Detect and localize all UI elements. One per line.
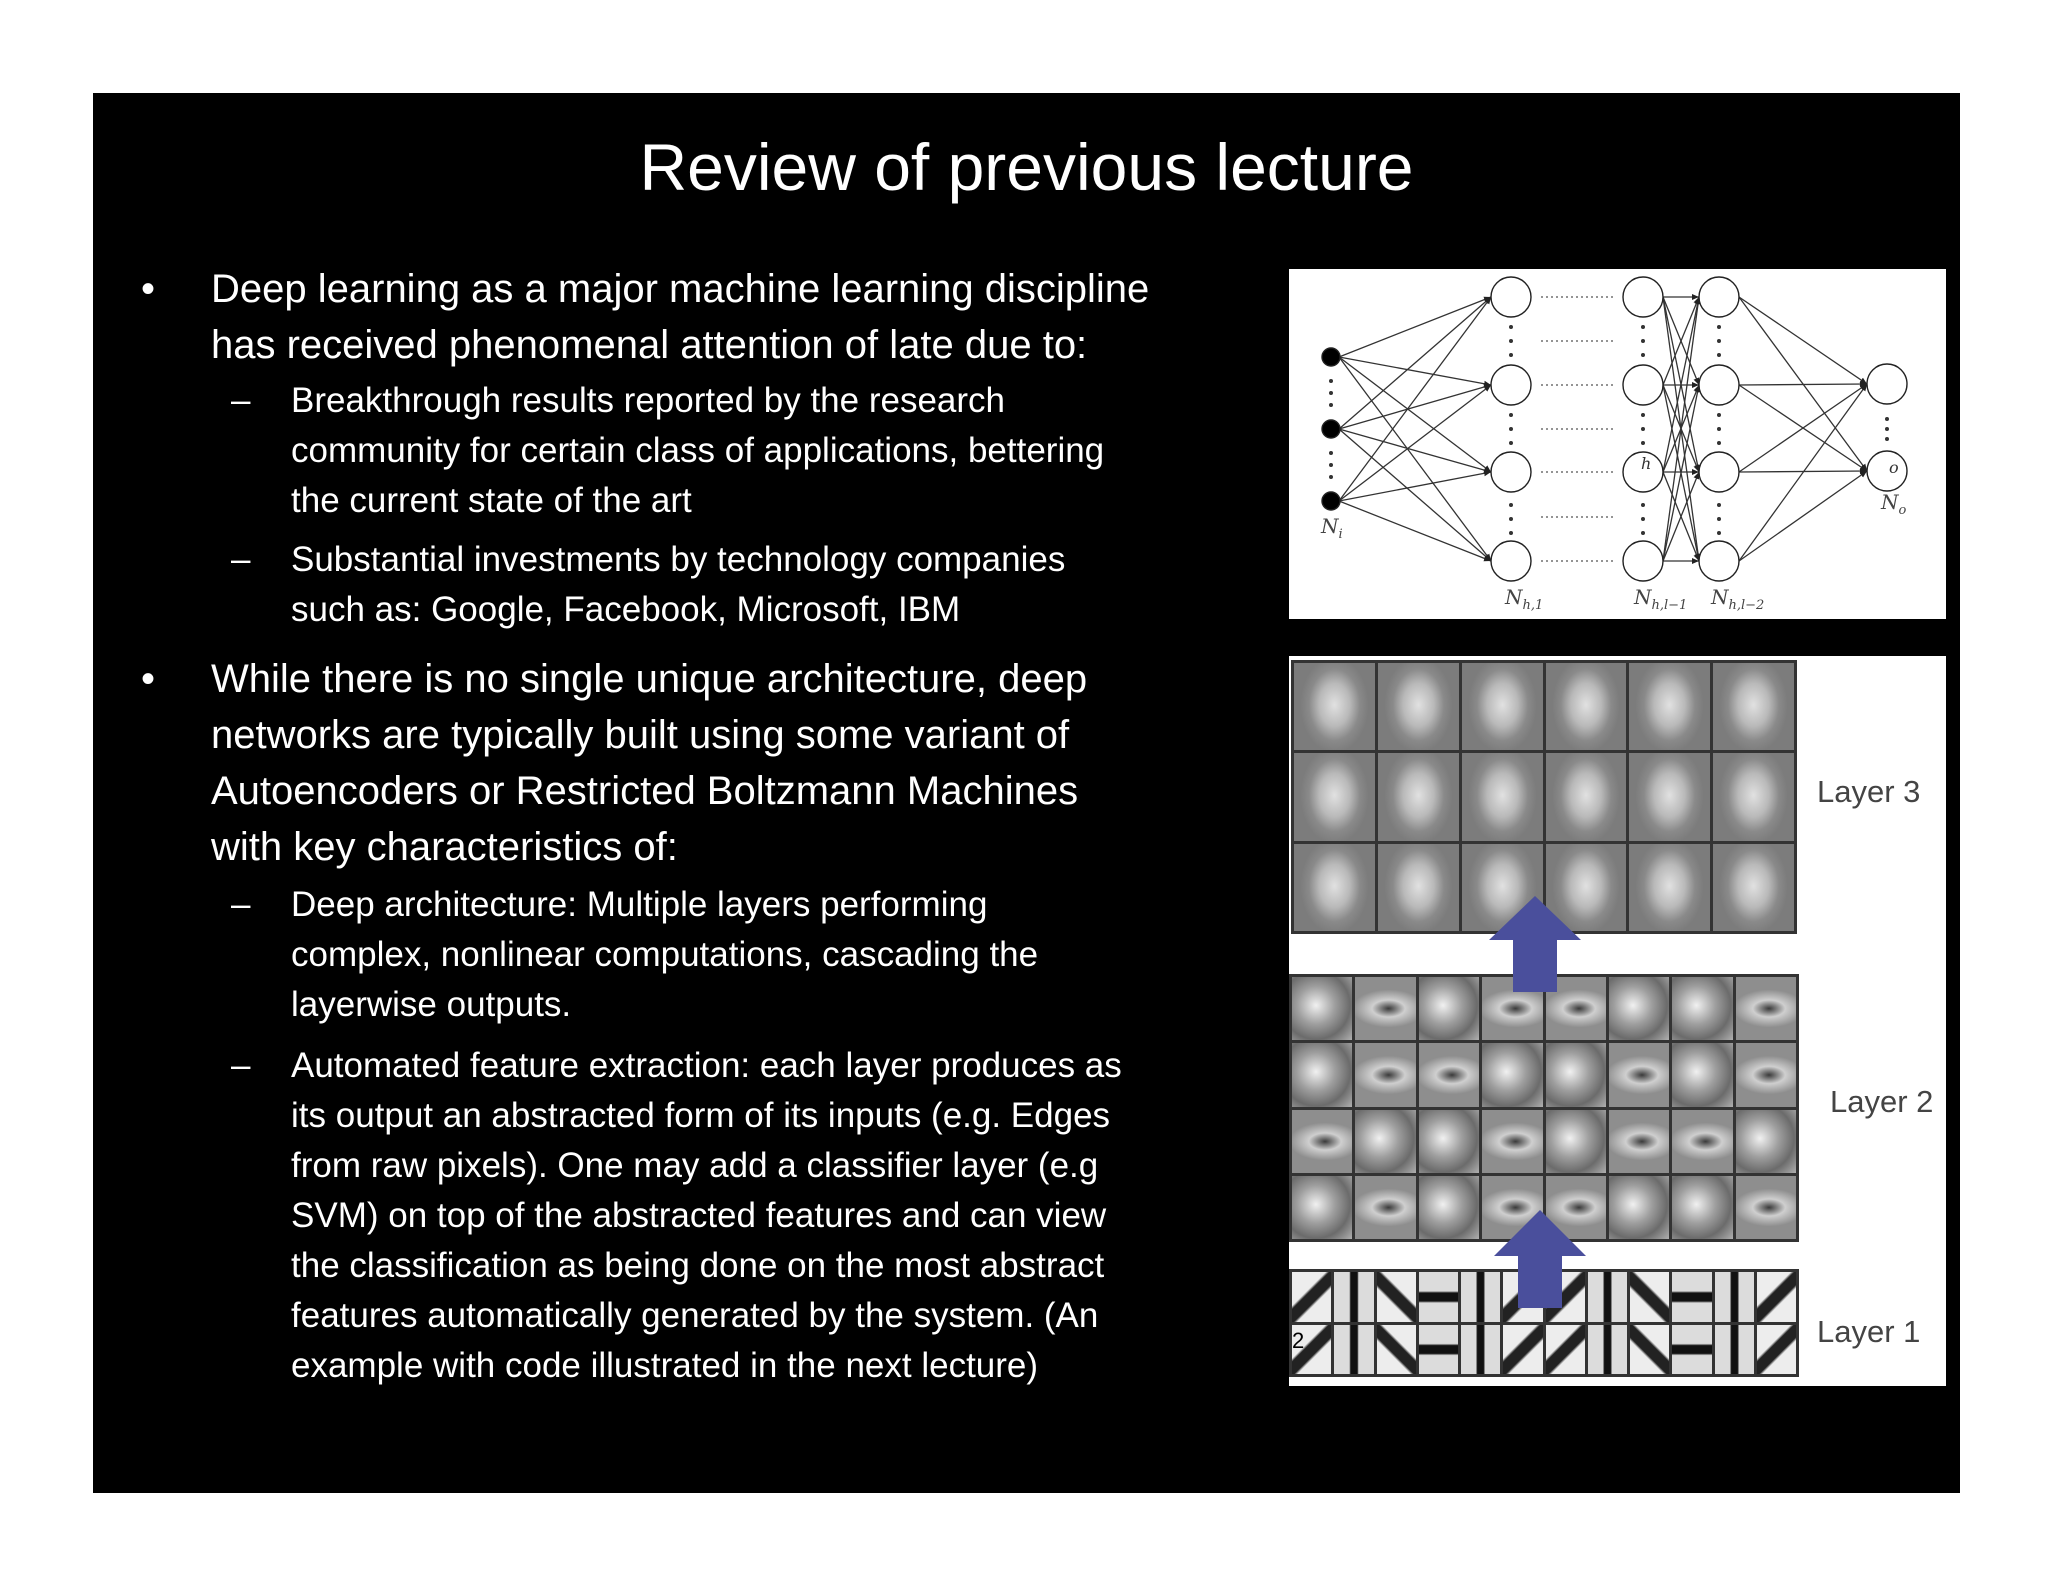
ellipsis-dot [1329, 463, 1333, 467]
subbullet-1-1-text [291, 376, 1251, 526]
hidden-node [1699, 452, 1739, 492]
ellipsis-dot [1717, 517, 1721, 521]
edge-feature-cell [1419, 1272, 1458, 1322]
hidden-node [1491, 277, 1531, 317]
ellipsis-dot [1509, 503, 1513, 507]
ellipsis-dot [1641, 531, 1645, 535]
edge-line [1339, 472, 1491, 501]
edge-feature-cell [1334, 1325, 1373, 1375]
input-node [1322, 348, 1340, 366]
face-feature-cell [1462, 663, 1543, 750]
edge-feature-cell [1630, 1272, 1669, 1322]
ellipsis-dot [1717, 503, 1721, 507]
up-arrow-icon [1487, 896, 1583, 992]
ellipsis-dot [1509, 325, 1513, 329]
part-feature-cell [1355, 977, 1415, 1040]
ellipsis-dot [1885, 417, 1889, 421]
edge-feature-cell [1715, 1325, 1754, 1375]
part-feature-cell [1546, 1043, 1606, 1106]
part-feature-cell [1482, 1043, 1542, 1106]
neural-network-diagram [1289, 269, 1946, 619]
edge-feature-cell [1672, 1325, 1711, 1375]
edge-feature-cell [1334, 1272, 1373, 1322]
output-node [1867, 451, 1907, 491]
part-feature-cell [1419, 1176, 1479, 1239]
bullet-marker: • [141, 657, 156, 701]
edge-line [1339, 297, 1491, 429]
face-feature-cell [1629, 663, 1710, 750]
edge-feature-cell [1377, 1325, 1416, 1375]
ellipsis-dot [1329, 475, 1333, 479]
ellipsis-dot [1717, 441, 1721, 445]
text-line: community for certain class of applications, bettering [291, 431, 1105, 470]
ellipsis-dot [1885, 437, 1889, 441]
edge-feature-cell [1672, 1272, 1711, 1322]
ellipsis-dot [1717, 427, 1721, 431]
face-feature-cell [1462, 753, 1543, 840]
input-node [1322, 420, 1340, 438]
subbullet-2-1-text [291, 880, 1251, 1030]
ellipsis-dot [1509, 353, 1513, 357]
part-feature-cell [1292, 977, 1352, 1040]
bullet-1-text [211, 261, 1251, 373]
text-line: Autoencoders or Restricted Boltzmann Machines [211, 769, 1079, 813]
text-line: layerwise outputs. [291, 985, 572, 1024]
ellipsis-dot [1509, 531, 1513, 535]
layer-3-face-grid [1291, 660, 1797, 934]
hidden-node [1491, 541, 1531, 581]
text-line: with key characteristics of: [211, 825, 678, 869]
edge-line [1739, 384, 1867, 385]
part-feature-cell [1292, 1176, 1352, 1239]
subbullet-marker: – [231, 381, 251, 420]
face-feature-cell [1629, 844, 1710, 931]
part-feature-cell [1292, 1043, 1352, 1106]
face-feature-cell [1546, 753, 1627, 840]
edge-line [1739, 471, 1867, 561]
hidden-layer-l-minus-1-label: $N_{h,l-1}$ [1634, 585, 1688, 613]
network-svg [1289, 269, 1946, 619]
edge-line [1339, 385, 1491, 501]
layer-2-part-grid [1289, 974, 1799, 1242]
text-line: example with code illustrated in the next lecture) [291, 1346, 1039, 1385]
hidden-node [1623, 365, 1663, 405]
edge-feature-cell [1377, 1272, 1416, 1322]
ellipsis-dot [1509, 517, 1513, 521]
page-number: 2 [1292, 1328, 1305, 1353]
subbullet-marker: – [231, 1046, 251, 1085]
feature-hierarchy-figure [1289, 656, 1946, 1386]
part-feature-cell [1419, 1043, 1479, 1106]
part-feature-cell [1419, 977, 1479, 1040]
edge-line [1339, 385, 1491, 429]
output-node-label: o [1889, 458, 1899, 477]
face-feature-cell [1546, 663, 1627, 750]
text-line: networks are typically built using some variant of [211, 713, 1070, 757]
face-feature-cell [1294, 753, 1375, 840]
hidden-node-label: h [1641, 454, 1652, 473]
face-feature-cell [1378, 753, 1459, 840]
ellipsis-dot [1329, 379, 1333, 383]
text-line: Deep architecture: Multiple layers performing [291, 885, 988, 924]
text-line: Breakthrough results reported by the research [291, 381, 1005, 420]
ellipsis-dot [1641, 339, 1645, 343]
text-line: While there is no single unique architecture, deep [211, 657, 1088, 701]
network-nodes [1322, 277, 1907, 581]
edge-feature-cell [1588, 1272, 1627, 1322]
ellipsis-dot [1641, 517, 1645, 521]
text-line: Automated feature extraction: each layer produces as [291, 1046, 1122, 1085]
ellipsis-dot [1509, 413, 1513, 417]
edge-feature-cell [1757, 1325, 1796, 1375]
part-feature-cell [1355, 1176, 1415, 1239]
layer-3-label: Layer 3 [1817, 774, 1921, 809]
hidden-node [1623, 541, 1663, 581]
subbullet-marker: – [231, 540, 251, 579]
hidden-layer-l-minus-2-label: $N_{h,l-2}$ [1711, 585, 1765, 613]
bullet-2-text [211, 651, 1251, 875]
ellipsis-dot [1641, 427, 1645, 431]
ellipsis-dot [1509, 339, 1513, 343]
part-feature-cell [1292, 1110, 1352, 1173]
ellipsis-dot [1885, 427, 1889, 431]
edge-line [1339, 429, 1491, 561]
text-line: Deep learning as a major machine learning discipline [211, 267, 1150, 311]
edge-feature-cell [1546, 1325, 1585, 1375]
ellipsis-dot [1329, 391, 1333, 395]
edge-line [1739, 297, 1867, 384]
part-feature-cell [1736, 977, 1796, 1040]
output-node [1867, 364, 1907, 404]
ellipsis-dot [1329, 451, 1333, 455]
edge-feature-cell [1292, 1272, 1331, 1322]
part-feature-cell [1736, 1043, 1796, 1106]
edge-feature-cell [1757, 1272, 1796, 1322]
ellipsis-dot [1509, 427, 1513, 431]
part-feature-cell [1672, 1043, 1732, 1106]
face-feature-cell [1378, 844, 1459, 931]
slide [93, 93, 1960, 1493]
face-feature-cell [1713, 663, 1794, 750]
ellipsis-dot [1509, 441, 1513, 445]
layer-1-label: Layer 1 [1817, 1314, 1921, 1349]
ellipsis-dot [1641, 441, 1645, 445]
bullet-marker: • [141, 267, 156, 311]
layer-2-label: Layer 2 [1830, 1084, 1934, 1119]
part-feature-cell [1609, 1110, 1669, 1173]
text-line: the current state of the art [291, 481, 692, 520]
part-feature-cell [1609, 1043, 1669, 1106]
edge-line [1339, 357, 1491, 385]
input-layer-label: $N_i$ [1321, 514, 1343, 542]
layer-gap-links [1541, 297, 1613, 561]
hidden-node [1699, 541, 1739, 581]
text-line: SVM) on top of the abstracted features and can view [291, 1196, 1107, 1235]
text-line: such as: Google, Facebook, Microsoft, IBM [291, 590, 961, 629]
part-feature-cell [1419, 1110, 1479, 1173]
part-feature-cell [1609, 977, 1669, 1040]
face-feature-cell [1294, 844, 1375, 931]
part-feature-cell [1482, 1110, 1542, 1173]
ellipsis-dot [1717, 413, 1721, 417]
part-feature-cell [1672, 1176, 1732, 1239]
ellipsis-dot [1717, 531, 1721, 535]
edge-feature-cell [1715, 1272, 1754, 1322]
edge-feature-cell [1419, 1325, 1458, 1375]
subbullet-marker: – [231, 885, 251, 924]
hidden-node [1699, 277, 1739, 317]
slide-title: Review of previous lecture [639, 130, 1414, 204]
ellipsis-dot [1717, 339, 1721, 343]
subbullet-1-2-text [291, 535, 1251, 635]
hidden-node [1699, 365, 1739, 405]
part-feature-cell [1736, 1110, 1796, 1173]
edge-feature-cell [1588, 1325, 1627, 1375]
output-layer-label: $N_o$ [1881, 490, 1907, 518]
input-node [1322, 492, 1340, 510]
face-feature-cell [1378, 663, 1459, 750]
part-feature-cell [1672, 977, 1732, 1040]
part-feature-cell [1672, 1110, 1732, 1173]
hidden-layer-1-label: $N_{h,1}$ [1505, 585, 1544, 613]
edge-line [1339, 357, 1491, 472]
hidden-node [1491, 365, 1531, 405]
ellipsis-dot [1717, 353, 1721, 357]
text-line: from raw pixels). One may add a classifier layer (e.g [291, 1146, 1099, 1185]
text-line: complex, nonlinear computations, cascading the [291, 935, 1039, 974]
ellipsis-dot [1717, 325, 1721, 329]
hidden-node [1491, 452, 1531, 492]
hidden-node [1623, 277, 1663, 317]
part-feature-cell [1736, 1176, 1796, 1239]
edge-feature-cell [1503, 1325, 1542, 1375]
up-arrow-icon [1492, 1210, 1588, 1308]
edge-line [1339, 429, 1491, 472]
ellipsis-dot [1641, 413, 1645, 417]
part-feature-cell [1609, 1176, 1669, 1239]
text-line: Substantial investments by technology companies [291, 540, 1066, 579]
text-line: the classification as being done on the most abstract [291, 1246, 1105, 1285]
ellipsis-dot [1641, 325, 1645, 329]
edge-feature-cell [1461, 1325, 1500, 1375]
part-feature-cell [1355, 1110, 1415, 1173]
text-line: features automatically generated by the system. (An [291, 1296, 1099, 1335]
face-feature-cell [1294, 663, 1375, 750]
face-feature-cell [1629, 753, 1710, 840]
ellipsis-dot [1329, 403, 1333, 407]
ellipsis-dot [1641, 353, 1645, 357]
part-feature-cell [1355, 1043, 1415, 1106]
face-feature-cell [1713, 844, 1794, 931]
text-line: has received phenomenal attention of late due to: [211, 323, 1088, 367]
face-feature-cell [1713, 753, 1794, 840]
edge-feature-cell [1630, 1325, 1669, 1375]
subbullet-2-2-text [291, 1041, 1251, 1391]
ellipsis-dot [1641, 503, 1645, 507]
text-line: its output an abstracted form of its inputs (e.g. Edges [291, 1096, 1111, 1135]
part-feature-cell [1546, 1110, 1606, 1173]
